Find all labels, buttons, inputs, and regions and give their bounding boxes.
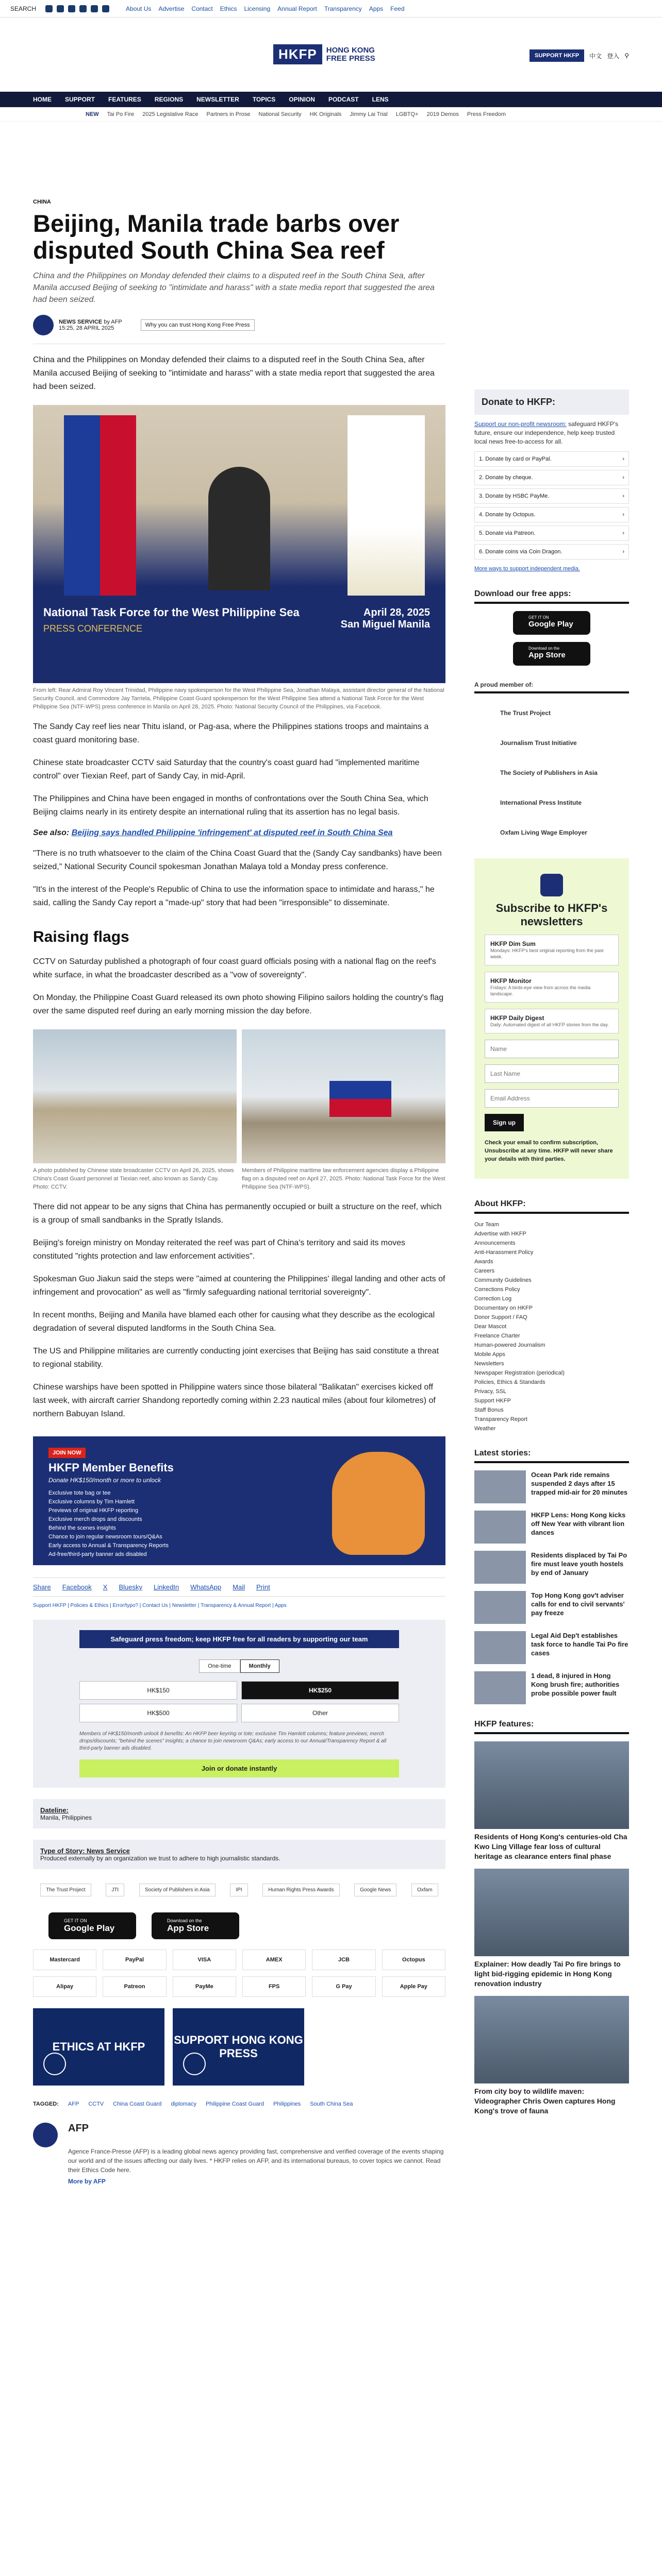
author-bio: Agence France-Presse (AFP) is a leading global news agency providing fast, comprehensive and verified coverage of the events shaping our world and of the issues affecting our daily lives. * HKFP relies on AFP, and its international bureaus, to cover topics we cannot. Read their Ethics Code here. — [68, 2148, 444, 2174]
payment-logo[interactable]: PayPal — [103, 1950, 166, 1970]
nav-support[interactable]: SUPPORT — [65, 96, 95, 103]
donation-tagline: Safeguard press freedom; keep HKFP free for all readers by supporting our team — [79, 1630, 399, 1648]
envelope-icon — [540, 874, 563, 896]
dateline-value: Manila, Philippines — [40, 1814, 92, 1821]
x-icon[interactable] — [57, 5, 64, 12]
utility-link[interactable]: Apps — [369, 5, 384, 12]
tag-link[interactable]: AFP — [68, 2101, 79, 2107]
trending-bar — [0, 107, 662, 122]
trust-logos — [33, 1879, 445, 1900]
nav-topics[interactable]: TOPICS — [252, 96, 276, 103]
latest-stories — [474, 1449, 629, 1704]
sidebar-apps — [474, 589, 629, 666]
photo-banner-title: National Task Force for the West Philippine Sea — [43, 606, 300, 619]
paragraph: CCTV on Saturday published a photograph of four coast guard officials posing with a national flag on the reef's white surface, in what the broadcaster described as a "vow of sovereignty". — [33, 957, 436, 979]
trust-logo[interactable]: Society of Publishers in Asia — [139, 1884, 216, 1896]
about-link[interactable]: Transparency Report — [474, 1416, 527, 1422]
members-heading: A proud member of: — [474, 681, 629, 693]
main-photo — [33, 405, 445, 683]
paragraph: The Sandy Cay reef lies near Thitu island, or Pag-asa, where the Philippines stations troops and maintains a coast guard monitoring base. — [33, 722, 429, 744]
utility-link[interactable]: Contact — [191, 5, 213, 12]
photo-pair — [33, 1029, 445, 1191]
trending-item[interactable]: Press Freedom — [467, 111, 506, 117]
donate-option[interactable]: 1. Donate by card or PayPal. › — [474, 451, 629, 467]
byline-text — [59, 319, 122, 331]
about-link[interactable]: Dear Mascot — [474, 1324, 507, 1330]
google-play-button[interactable]: GET IT ON Google Play — [513, 611, 590, 635]
utility-link[interactable]: Annual Report — [277, 5, 317, 12]
member-logo[interactable]: International Press Institute — [500, 799, 582, 806]
trending-item[interactable]: Tai Po Fire — [107, 111, 135, 117]
newsletter-signup — [474, 858, 629, 1179]
hkfp-features — [474, 1720, 629, 2116]
payment-methods — [33, 1950, 445, 1997]
more-by-author-link[interactable]: More by AFP — [68, 2178, 106, 2185]
last-name-field[interactable] — [485, 1064, 619, 1083]
flag-white — [347, 415, 425, 601]
article-lede: China and the Philippines on Monday defended their claims to a disputed reef in the South China Sea, after Manila accused Beijing of seeking to "intimidate and harass" with a state media report that suggested the area had been seized. — [33, 272, 435, 304]
payment-logo[interactable]: FPS — [242, 1976, 306, 1997]
philippine-flag — [329, 1081, 391, 1117]
sidebar — [474, 142, 629, 2185]
trending-item[interactable]: 2025 Legislative Race — [142, 111, 198, 117]
about-hkfp — [474, 1199, 629, 1433]
section-heading: Raising flags — [33, 928, 129, 945]
trust-logo[interactable]: Human Rights Press Awards — [262, 1884, 339, 1896]
article — [33, 142, 445, 2185]
about-link[interactable]: Privacy, SSL — [474, 1388, 507, 1395]
nav-lens[interactable]: LENS — [372, 96, 389, 103]
utility-link[interactable]: Ethics — [220, 5, 237, 12]
newsletter-option[interactable]: HKFP Daily Digest Daily: Automated digest of all HKFP stories from the day. — [485, 1009, 619, 1033]
payment-logo[interactable]: AMEX — [242, 1950, 306, 1970]
see-also: See also: Beijing says handled Philippine 'infringement' at disputed reef in South China Sea — [33, 828, 393, 837]
chevron-right-icon: › — [622, 549, 624, 555]
one-time-option[interactable]: One-time — [199, 1659, 240, 1673]
about-link[interactable]: Human-powered Journalism — [474, 1342, 545, 1348]
dateline-label: Dateline: — [40, 1806, 69, 1814]
nav-newsletter[interactable]: NEWSLETTER — [196, 96, 239, 103]
paragraph: Beijing's foreign ministry on Monday reiterated the reef was part of China's territory and said its moves constituted "rights protection and law enforcement activities". — [33, 1239, 405, 1261]
nav-regions[interactable]: REGIONS — [154, 96, 184, 103]
byline-date: 15:25, 28 APRIL 2025 — [59, 325, 114, 331]
play-icon[interactable] — [43, 2053, 66, 2075]
story-type-box — [33, 1840, 445, 1869]
nav-opinion[interactable]: OPINION — [289, 96, 315, 103]
share-bar — [33, 1578, 445, 1597]
chevron-right-icon: › — [622, 512, 624, 518]
story-thumbnail[interactable] — [474, 1671, 526, 1704]
photo-banner-sub: PRESS CONFERENCE — [43, 623, 143, 634]
byline-org[interactable]: NEWS SERVICE — [59, 319, 103, 325]
tag-link[interactable]: CCTV — [88, 2101, 104, 2107]
photo-caption: Members of Philippine maritime law enforcement agencies display a Philippine flag on a disputed reef on April 27, 2025. Photo: National Task Force for the West Philippine Sea (NTF-WPS). — [242, 1167, 445, 1190]
about-link[interactable]: Staff Bonus — [474, 1407, 504, 1413]
latest-story[interactable]: Ocean Park ride remains suspended 2 days after 15 trapped mid-air for 20 minutes — [474, 1470, 629, 1503]
share-label[interactable]: Share — [33, 1583, 51, 1591]
latest-story[interactable]: 1 dead, 8 injured in Hong Kong brush fire; authorities probe possible power fault — [474, 1671, 629, 1704]
payment-logo[interactable]: G Pay — [312, 1976, 375, 1997]
paragraph: On Monday, the Philippine Coast Guard released its own photo showing Filipino sailors holding the country's flag over the same disputed reef during an early morning mission the day before. — [33, 993, 444, 1015]
donate-option[interactable]: 4. Donate by Octopus. › — [474, 507, 629, 522]
youtube-icon[interactable] — [79, 5, 87, 12]
chevron-right-icon: › — [622, 474, 624, 481]
speaker-figure — [208, 467, 270, 590]
about-link[interactable]: Documentary on HKFP — [474, 1305, 533, 1311]
payment-logo[interactable]: VISA — [173, 1950, 236, 1970]
about-link[interactable]: Mobile Apps — [474, 1351, 505, 1358]
utility-link[interactable]: Transparency — [324, 5, 362, 12]
trust-logo[interactable]: The Trust Project — [40, 1884, 91, 1896]
utility-link[interactable]: About Us — [126, 5, 152, 12]
photo-banner — [33, 596, 445, 683]
about-link[interactable]: Our Team — [474, 1222, 500, 1228]
photo-cctv — [33, 1029, 237, 1191]
feature-story[interactable]: From city boy to wildlife maven: Videographer Chris Owen captures Hong Kong's trove of fauna — [474, 1996, 629, 2116]
trending-item[interactable]: National Security — [258, 111, 302, 117]
story-type-label: Type of Story: News Service — [40, 1847, 130, 1855]
donation-note: Members of HK$150/month unlock 8 benefits: An HKFP beer keyring or tote; exclusive Tim Hamlett columns; feature previews; merch drops/discounts; "behind the scenes" insights; a chance to join newsroom Q&As; early access to our Annual/Transparency Report & all third-party banner ads disabled. — [79, 1731, 387, 1751]
about-link[interactable]: Anti-Harassment Policy — [474, 1249, 534, 1256]
tag-link[interactable]: South China Sea — [310, 2101, 353, 2107]
benefit-item: Previews of original HKFP reporting — [48, 1507, 139, 1514]
donate-option[interactable]: 3. Donate by HSBC PayMe. › — [474, 488, 629, 504]
trending-item[interactable]: HK Originals — [309, 111, 342, 117]
philippine-flag — [64, 415, 136, 601]
share-x[interactable]: X — [103, 1583, 108, 1591]
tag-link[interactable]: Philippine Coast Guard — [205, 2101, 264, 2107]
benefit-item: Exclusive columns by Tim Hamlett — [48, 1499, 135, 1505]
article-footer-links[interactable]: Support HKFP | Policies & Ethics | Error/typo? | Contact Us | Newsletter | Transparency & Annual Report | Apps — [33, 1603, 287, 1608]
about-link[interactable]: Weather — [474, 1426, 496, 1432]
latest-story[interactable]: Top Hong Kong gov't adviser calls for end to civil servants' pay freeze — [474, 1591, 629, 1624]
tag-link[interactable]: diplomacy — [171, 2101, 196, 2107]
utility-link[interactable]: Licensing — [244, 5, 271, 12]
about-link[interactable]: Policies, Ethics & Standards — [474, 1379, 545, 1385]
features-heading: HKFP features: — [474, 1720, 629, 1734]
utility-links — [126, 5, 405, 12]
photo-ntf-image[interactable] — [242, 1029, 445, 1163]
photo-caption: A photo published by Chinese state broadcaster CCTV on April 26, 2025, shows China's Coast Guard personnel at Tiexian reef, also known as Sandy Cay. Photo: CCTV. — [33, 1167, 234, 1190]
byline-author[interactable]: by AFP — [104, 319, 122, 325]
amount-option[interactable]: Other — [241, 1704, 399, 1722]
support-newsroom-link[interactable]: Support our non-profit newsroom: — [474, 420, 567, 428]
utility-link[interactable]: Feed — [390, 5, 405, 12]
utility-link[interactable]: Advertise — [158, 5, 185, 12]
benefit-item: Exclusive merch drops and discounts — [48, 1516, 142, 1522]
about-link[interactable]: Careers — [474, 1268, 495, 1274]
photo-caption: From left: Rear Admiral Roy Vincent Trinidad, Philippine navy spokesperson for the West Philippine Sea, Jonathan Malaya, assistant director general of the National Security Council, and Commodore Jay Tarriela, Philippine Coast Guard spokesperson for the West Philippine Sea attend a National Task Force for the West Philippine Sea (NTF-WPS) press conference in Manila on April 28, 2025. Photo: National Security Council of the Philippines, via Facebook. — [33, 687, 444, 710]
tag-link[interactable]: Philippines — [273, 2101, 301, 2107]
paragraph: "There is no truth whatsoever to the claim of the China Coast Guard that the (Sandy Cay sandbanks) have been seized," National Security Council spokesman Jonathan Malaya told a Monday press conference. — [33, 849, 442, 871]
about-link[interactable]: Newspaper Registration (periodical) — [474, 1370, 565, 1376]
story-thumbnail[interactable] — [474, 1551, 526, 1584]
payment-logo[interactable]: Octopus — [382, 1950, 445, 1970]
site-header — [0, 18, 662, 63]
benefit-item: Behind the scenes insights — [48, 1525, 116, 1531]
mascot-illustration — [332, 1452, 425, 1555]
chevron-right-icon: › — [622, 530, 624, 536]
byline — [33, 315, 445, 344]
payment-logo[interactable]: Apple Pay — [382, 1976, 445, 1997]
payment-logo[interactable]: Mastercard — [33, 1950, 96, 1970]
paragraph: China and the Philippines on Monday defended their claims to a disputed reef in the South China Sea, after Manila accused Beijing of seeking to "intimidate and harass" with a state media report that suggested the area had been seized. — [33, 355, 435, 391]
paragraph: Spokesman Guo Jiakun said the steps were "aimed at countering the Philippines' illegal landing and other acts of infringement and provocation" as well as "firmly safeguarding national territorial sovereignty". — [33, 1275, 445, 1297]
join-now-button[interactable]: JOIN NOW — [48, 1448, 86, 1458]
about-link[interactable]: Donor Support / FAQ — [474, 1314, 527, 1320]
story-thumbnail[interactable] — [474, 1591, 526, 1624]
donate-blurb: Support our non-profit newsroom: safeguard HKFP's future, ensure our independence, help keep trusted local news free-to-access for all. — [474, 420, 619, 445]
paragraph: Chinese warships have been spotted in Philippine waters since those bilateral "Balikatan" exercises kicked off last week, with aircraft carrier Shandong reportedly coming within 2.23 nautical miles (about four kilometres) of northern Babuyan Island. — [33, 1383, 436, 1418]
share-mail[interactable]: Mail — [233, 1583, 245, 1591]
paragraph: In recent months, Beijing and Manila have blamed each other for causing what they describe as the ecological degradation of several disputed landforms in the South China Sea. — [33, 1311, 435, 1333]
tags-label: TAGGED: — [33, 2101, 59, 2107]
author-box — [33, 2123, 445, 2185]
see-also-link[interactable]: Beijing says handled Philippine 'infringement' at disputed reef in South China Sea — [71, 828, 393, 837]
story-type-value: Produced externally by an organization we trust to adhere to high journalistic standards. — [40, 1855, 280, 1862]
member-logo[interactable]: Oxfam Living Wage Employer — [500, 829, 587, 836]
donate-option[interactable]: 5. Donate via Patreon. › — [474, 526, 629, 541]
apps-heading: Download our free apps: — [474, 589, 629, 604]
tag-link[interactable]: China Coast Guard — [113, 2101, 162, 2107]
payment-logo[interactable]: JCB — [312, 1950, 375, 1970]
about-link[interactable]: Correction Log — [474, 1296, 512, 1302]
video-ethics[interactable]: ETHICS AT HKFP — [33, 2008, 164, 2086]
trust-logo[interactable]: JTI — [106, 1884, 124, 1896]
main-navigation — [0, 92, 662, 107]
linkedin-icon[interactable] — [102, 5, 109, 12]
about-link[interactable]: Support HKFP — [474, 1398, 511, 1404]
amount-options — [79, 1681, 399, 1722]
about-heading: About HKFP: — [474, 1199, 629, 1214]
header-actions — [529, 49, 629, 62]
app-download-buttons — [33, 1912, 445, 1939]
donate-options — [474, 451, 629, 560]
photo-banner-date: April 28, 2025 San Miguel Manila — [340, 607, 430, 630]
trust-logo[interactable]: IPI — [230, 1884, 247, 1896]
more-ways-link[interactable]: More ways to support independent media. — [474, 566, 580, 572]
play-icon[interactable] — [183, 2053, 206, 2075]
author-avatar[interactable] — [33, 2123, 58, 2147]
article-title: Beijing, Manila trade barbs over disputed South China Sea reef — [33, 210, 400, 264]
amount-option[interactable]: HK$150 — [79, 1681, 237, 1700]
paragraph: "It's in the interest of the People's Republic of China to use the information space to intimidate and harass," he said, calling the Sandy Cay report a "made-up" story that had been "irresponsible" to disseminate. — [33, 885, 435, 907]
email-field[interactable] — [485, 1089, 619, 1108]
nav-podcast[interactable]: PODCAST — [328, 96, 359, 103]
trust-logo[interactable]: Oxfam — [411, 1884, 438, 1896]
share-linkedin[interactable]: LinkedIn — [154, 1583, 179, 1591]
payment-logo[interactable]: Alipay — [33, 1976, 96, 1997]
name-field[interactable] — [485, 1040, 619, 1058]
share-bluesky[interactable]: Bluesky — [119, 1583, 142, 1591]
latest-heading: Latest stories: — [474, 1449, 629, 1463]
donate-option[interactable]: 2. Donate by cheque. › — [474, 470, 629, 485]
top-utility-bar — [0, 0, 662, 18]
member-logo[interactable]: The Trust Project — [500, 709, 551, 717]
latest-story[interactable]: Residents displaced by Tai Po fire must leave youth hostels by end of January — [474, 1551, 629, 1584]
search-link[interactable]: SEARCH — [10, 5, 37, 12]
social-icons — [45, 5, 109, 12]
about-links — [474, 1220, 629, 1433]
about-link[interactable]: Advertise with HKFP — [474, 1231, 526, 1237]
member-logo[interactable]: The Society of Publishers in Asia — [500, 769, 598, 776]
feature-image[interactable] — [474, 1741, 629, 1829]
video-thumbnails — [33, 2008, 445, 2086]
facebook-icon[interactable] — [45, 5, 53, 12]
benefit-item: Chance to join regular newsroom tours/Q&As — [48, 1534, 162, 1540]
video-support[interactable]: SUPPORT HONG KONG PRESS — [173, 2008, 304, 2086]
share-facebook[interactable]: Facebook — [62, 1583, 92, 1591]
author-info — [68, 2123, 445, 2185]
login-link[interactable]: 登入 — [607, 52, 620, 60]
main-photo-figure — [33, 405, 445, 711]
sign-up-button[interactable]: Sign up — [485, 1114, 524, 1131]
trust-link[interactable]: Why you can trust Hong Kong Free Press — [141, 319, 255, 331]
latest-story[interactable]: HKFP Lens: Hong Kong kicks off New Year with vibrant lion dances — [474, 1511, 629, 1544]
trending-item[interactable]: 2019 Demos — [426, 111, 459, 117]
share-print[interactable]: Print — [256, 1583, 270, 1591]
tags-row — [33, 2101, 445, 2107]
trust-logo[interactable]: Google News — [354, 1884, 396, 1896]
app-store-button[interactable]: Download on the App Store — [152, 1912, 239, 1939]
feature-story[interactable]: Explainer: How deadly Tai Po fire brings to light bid-rigging epidemic in Hong Kong renovation industry — [474, 1869, 629, 1989]
frequency-toggle — [79, 1659, 399, 1673]
latest-story[interactable]: Legal Aid Dep't establishes task force to handle Tai Po fire cases — [474, 1631, 629, 1664]
google-play-button[interactable]: GET IT ON Google Play — [48, 1912, 136, 1939]
app-store-button[interactable]: Download on the App Store — [513, 642, 590, 666]
feature-image[interactable] — [474, 1996, 629, 2083]
sidebar-donate — [474, 389, 629, 572]
chevron-right-icon: › — [622, 456, 624, 462]
new-badge: NEW — [86, 111, 99, 117]
feature-image[interactable] — [474, 1869, 629, 1956]
monthly-option[interactable]: Monthly — [240, 1659, 279, 1673]
payment-logo[interactable]: Patreon — [103, 1976, 166, 1997]
join-donate-button[interactable]: Join or donate instantly — [79, 1759, 399, 1777]
nav-features[interactable]: FEATURES — [108, 96, 141, 103]
donate-option[interactable]: 6. Donate coins via Coin Dragon. › — [474, 544, 629, 560]
member-logo[interactable]: Journalism Trust Initiative — [500, 739, 577, 747]
instagram-icon[interactable] — [68, 5, 75, 12]
promo-subtitle: Donate HK$150/month or more to unlock — [48, 1477, 161, 1484]
about-link[interactable]: Corrections Policy — [474, 1286, 520, 1293]
donation-widget — [33, 1620, 445, 1788]
newsletter-title: Subscribe to HKFP's newsletters — [495, 902, 608, 928]
page-content — [0, 142, 662, 2185]
promo-title: HKFP Member Benefits — [48, 1461, 174, 1474]
amount-option-selected[interactable]: HK$250 — [241, 1681, 399, 1700]
payment-logo[interactable]: PayMe — [173, 1976, 236, 1997]
paragraph: The US and Philippine militaries are currently conducting joint exercises that Beijing has said constitute a threat to regional stability. — [33, 1347, 439, 1369]
about-link[interactable]: Community Guidelines — [474, 1277, 532, 1283]
author-avatar — [33, 315, 54, 335]
trending-item[interactable]: Partners in Prose — [206, 111, 251, 117]
logo-mark: HKFP — [273, 44, 322, 64]
about-link[interactable]: Announcements — [474, 1240, 516, 1246]
benefit-item: Ad-free/third-party banner ads disabled — [48, 1551, 147, 1557]
trending-item[interactable]: Jimmy Lai Trial — [350, 111, 388, 117]
photo-cctv-image[interactable] — [33, 1029, 237, 1163]
about-link[interactable]: Newsletters — [474, 1361, 504, 1367]
logo-text: HONG KONG FREE PRESS — [326, 45, 375, 63]
trending-item[interactable]: LGBTQ+ — [395, 111, 419, 117]
benefit-item: Exclusive tote bag or tee — [48, 1490, 111, 1496]
nav-home[interactable]: HOME — [33, 96, 52, 103]
paragraph: Chinese state broadcaster CCTV said Saturday that the country's coast guard had "implemented maritime control" over Tiexian Reef, part of Sandy Cay, in mid-April. — [33, 758, 420, 781]
author-name[interactable]: AFP — [68, 2123, 89, 2134]
about-link[interactable]: Awards — [474, 1259, 493, 1265]
search-icon[interactable]: ⚲ — [624, 52, 629, 59]
newsletter-option[interactable]: HKFP Monitor Fridays: A birds-eye view from across the media landscape. — [485, 972, 619, 1003]
feature-story[interactable]: Residents of Hong Kong's centuries-old Cha Kwo Ling Village fear loss of cultural heritage as clearance enters final phase — [474, 1741, 629, 1861]
story-thumbnail[interactable] — [474, 1470, 526, 1503]
photo-ntf — [242, 1029, 445, 1191]
member-benefits-banner[interactable] — [33, 1436, 445, 1565]
member-of — [474, 681, 629, 843]
about-link[interactable]: Freelance Charter — [474, 1333, 520, 1339]
dateline-box — [33, 1799, 445, 1828]
chinese-language-link[interactable]: 中文 — [589, 52, 602, 60]
benefit-item: Early access to Annual & Transparency Reports — [48, 1543, 169, 1549]
support-hkfp-button[interactable]: SUPPORT HKFP — [529, 49, 584, 62]
paragraph: The Philippines and China have been engaged in months of confrontations over the South China Sea, which Beijing claims nearly in its entirety despite an international ruling that its assertion has no legal basis. — [33, 794, 428, 817]
paragraph: There did not appear to be any signs that China has permanently occupied or built a structure on the reef, which is a group of small sandbanks in the Spratly Islands. — [33, 1202, 442, 1225]
newsletter-note: Check your email to confirm subscription, Unsubscribe at any time. HKFP will never share your details with third parties. — [485, 1140, 613, 1162]
donate-heading: Donate to HKFP: — [474, 389, 629, 415]
story-thumbnail[interactable] — [474, 1511, 526, 1544]
site-logo[interactable] — [273, 44, 375, 64]
amount-option[interactable]: HK$500 — [79, 1704, 237, 1722]
newsletter-option[interactable]: HKFP Dim Sum Mondays: HKFP's best original reporting from the past week. — [485, 935, 619, 965]
share-whatsapp[interactable]: WhatsApp — [190, 1583, 222, 1591]
story-thumbnail[interactable] — [474, 1631, 526, 1664]
chevron-right-icon: › — [622, 493, 624, 499]
telegram-icon[interactable] — [91, 5, 98, 12]
article-category[interactable]: CHINA — [33, 199, 51, 205]
